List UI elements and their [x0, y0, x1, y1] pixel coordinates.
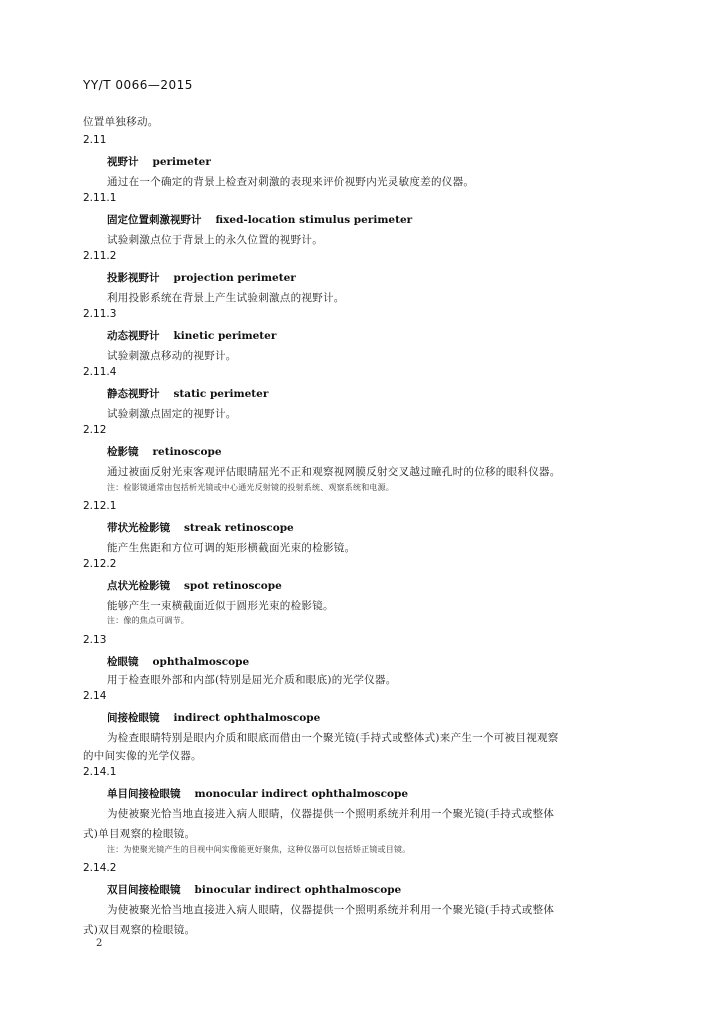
section-number: 2.11.1 — [83, 192, 117, 204]
term-zh: 静态视野计 — [107, 388, 160, 400]
section-number: 2.11.2 — [83, 250, 117, 262]
standard-code-header: YY/T 0066—2015 — [83, 78, 193, 92]
definition-text: 试验刺激点位于背景上的永久位置的视野计。 — [107, 234, 323, 246]
term-heading — [107, 154, 211, 169]
section-number: 2.12.2 — [83, 558, 117, 570]
continuation-text: 的中间实像的光学仪器。 — [83, 750, 202, 762]
definition-text: 用于检查眼外部和内部(特别是屈光介质和眼底)的光学仪器。 — [107, 674, 397, 686]
term-zh: 间接检眼镜 — [107, 712, 160, 724]
definition-text: 为检查眼睛特别是眼内介质和眼底而借由一个聚光镜(手持式或整体式)来产生一个可被目视观察 — [107, 732, 559, 744]
definition-text: 能够产生一束横截面近似于圆形光束的检影镜。 — [107, 600, 334, 612]
term-en: ophthalmoscope — [152, 656, 250, 668]
term-heading — [107, 786, 408, 801]
term-en: spot retinoscope — [184, 580, 282, 592]
term-heading — [107, 882, 401, 897]
continuation-text: 位置单独移动。 — [83, 116, 159, 128]
continuation-text: 式)双目观察的检眼镜。 — [83, 924, 196, 936]
term-zh: 投影视野计 — [107, 272, 160, 284]
term-en: static perimeter — [173, 388, 269, 400]
term-heading — [107, 444, 222, 459]
term-zh: 单目间接检眼镜 — [107, 788, 181, 800]
term-en: fixed-location stimulus perimeter — [215, 214, 413, 226]
definition-text: 通过被面反射光束客观评估眼睛屈光不正和观察视网膜反射交叉越过瞳孔时的位移的眼科仪器。 — [107, 466, 561, 478]
term-heading — [107, 654, 249, 669]
section-number: 2.11.4 — [83, 366, 117, 378]
term-en: binocular indirect ophthalmoscope — [194, 884, 402, 896]
continuation-text: 式)单目观察的检眼镜。 — [83, 828, 196, 840]
definition-text: 为使被聚光恰当地直接进入病人眼睛，仪器提供一个照明系统并利用一个聚光镜(手持式或整体 — [107, 904, 555, 916]
term-zh: 检眼镜 — [107, 656, 139, 668]
term-zh: 检影镜 — [107, 446, 139, 458]
section-number: 2.14 — [83, 690, 107, 702]
term-en: indirect ophthalmoscope — [173, 712, 321, 724]
section-number: 2.14.1 — [83, 766, 117, 778]
term-en: kinetic perimeter — [173, 330, 277, 342]
section-number: 2.11 — [83, 134, 107, 146]
term-heading — [107, 710, 320, 725]
section-number: 2.14.2 — [83, 862, 117, 874]
section-number: 2.11.3 — [83, 308, 117, 320]
definition-text: 通过在一个确定的背景上检查对刺激的表现来评价视野内光灵敏度差的仪器。 — [107, 176, 475, 188]
term-en: projection perimeter — [173, 272, 296, 284]
definition-text: 试验刺激点移动的视野计。 — [107, 350, 237, 362]
term-zh: 点状光检影镜 — [107, 580, 170, 592]
term-en: streak retinoscope — [184, 522, 294, 534]
section-number: 2.12.1 — [83, 500, 117, 512]
term-heading — [107, 386, 268, 401]
term-en: monocular indirect ophthalmoscope — [194, 788, 409, 800]
term-heading — [107, 270, 296, 285]
term-heading — [107, 328, 276, 343]
note-text: 注：为使聚光镜产生的目视中间实像能更好聚焦，这种仪器可以包括矫正镜或目镜。 — [107, 845, 411, 854]
term-zh: 动态视野计 — [107, 330, 160, 342]
definition-text: 试验刺激点固定的视野计。 — [107, 408, 237, 420]
definition-text: 为使被聚光恰当地直接进入病人眼睛，仪器提供一个照明系统并利用一个聚光镜(手持式或整体 — [107, 808, 555, 820]
term-heading — [107, 520, 294, 535]
term-heading — [107, 212, 412, 227]
note-text: 注：检影镜通常由包括析光镜或中心通光反射镜的投射系统、观察系统和电源。 — [107, 483, 394, 492]
page-number: 2 — [96, 938, 103, 949]
definition-text: 能产生焦距和方位可调的矩形横截面光束的检影镜。 — [107, 542, 356, 554]
section-number: 2.12 — [83, 424, 107, 436]
definition-text: 利用投影系统在背景上产生试验刺激点的视野计。 — [107, 292, 345, 304]
term-en: retinoscope — [152, 446, 222, 458]
section-number: 2.13 — [83, 634, 107, 646]
term-zh: 双目间接检眼镜 — [107, 884, 181, 896]
note-text: 注：像的焦点可调节。 — [107, 616, 189, 625]
term-zh: 视野计 — [107, 156, 139, 168]
term-zh: 带状光检影镜 — [107, 522, 170, 534]
term-en: perimeter — [152, 156, 211, 168]
term-zh: 固定位置刺激视野计 — [107, 214, 202, 226]
term-heading — [107, 578, 282, 593]
